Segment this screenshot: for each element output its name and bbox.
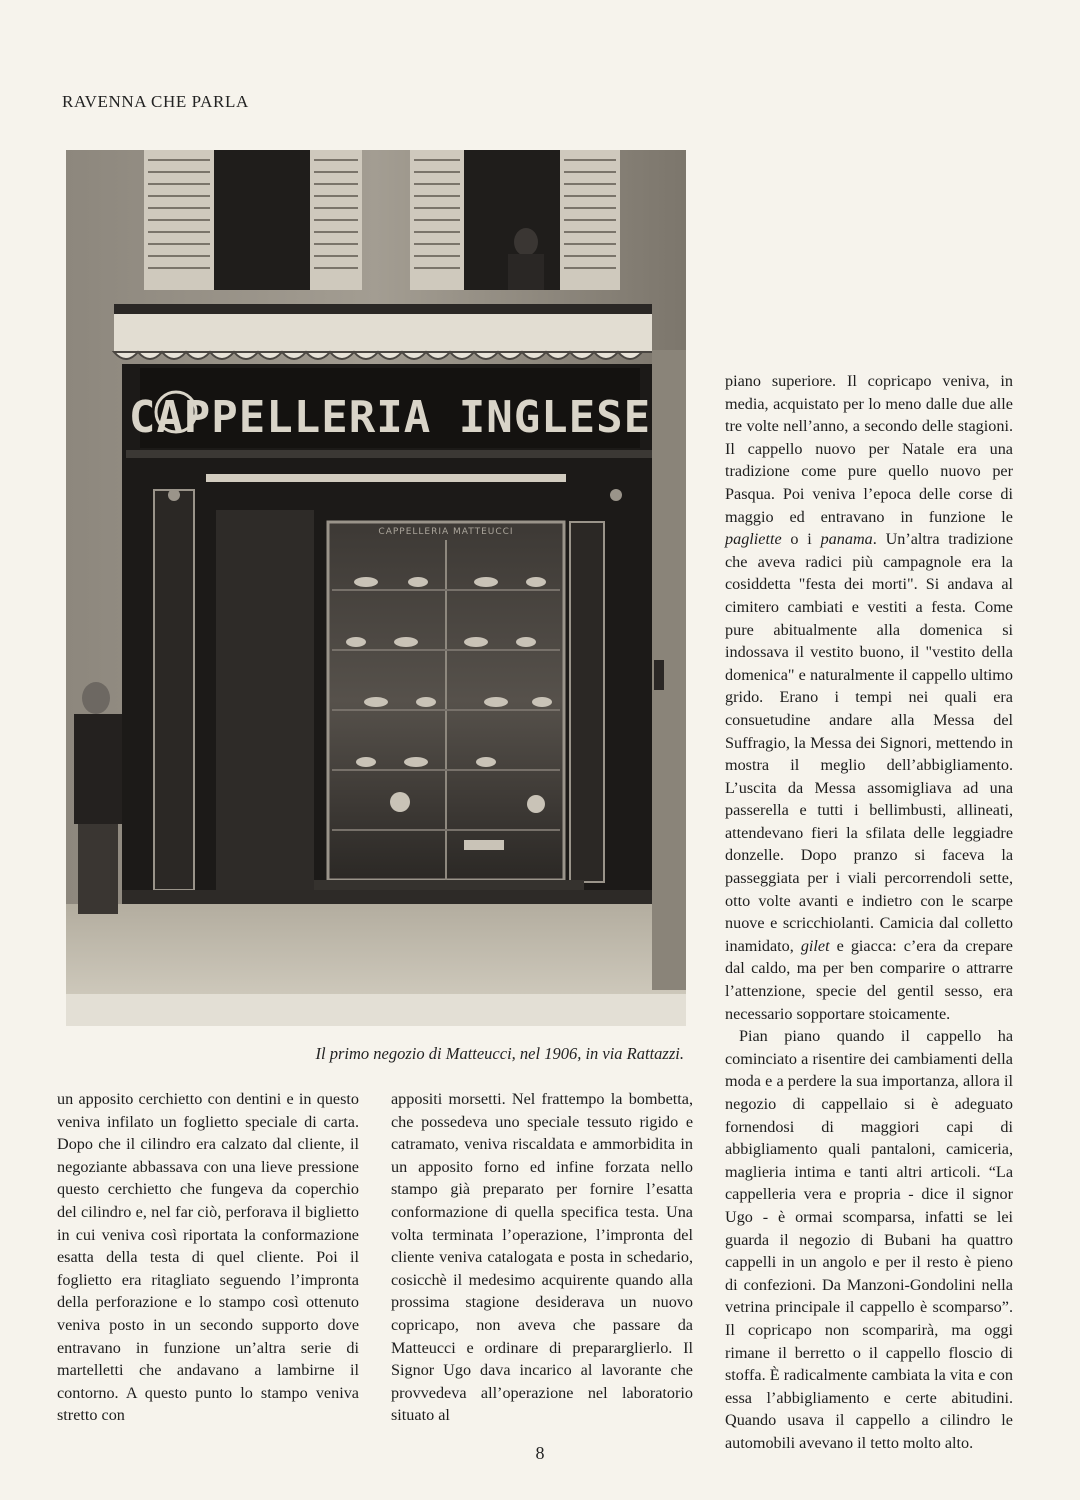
boy-figure xyxy=(74,682,122,914)
article-column-right xyxy=(725,370,1013,1455)
italic-term: gilet xyxy=(800,936,830,955)
italic-term: pagliette xyxy=(725,530,782,549)
paragraph-1 xyxy=(725,370,1013,1025)
upper-left-window xyxy=(144,150,362,290)
shop-sign-text: CAPPELLERIA INGLESE xyxy=(128,392,652,443)
article-column-left xyxy=(57,1088,359,1427)
text-run: piano superiore. Il copricapo veniva, in media, acquistato per lo meno dalle due alle tre volte nell’anno, a secondo delle stagioni. Il cappello nuovo per Natale era una tradizione come pure quello nuovo per Pasqua. Poi veniva l’epoca delle corse di maggio ed entravano in funzione le xyxy=(725,372,1013,526)
text-run: e giacca: c’era da crepare dal caldo, ma per ben comparire o attrarre l’attenzione, specie del gentil sesso, era necessario sopportare stoicamente. xyxy=(725,936,1013,1023)
photo-caption: Il primo negozio di Matteucci, nel 1906, in via Rattazzi. xyxy=(315,1044,684,1063)
running-header: RAVENNA CHE PARLA xyxy=(62,92,249,111)
paragraph-middle: appositi morsetti. Nel frattempo la bombetta, che possedeva uno speciale tessuto rigido e catramato, veniva riscaldata e ammorbidita in un apposito forno ed infine forzata nello stampo già preparato per fornire l’esatta conformazione di quella specifica testa. Una volta terminata l’operazione, l’impronta del cliente veniva catalogata e posta in schedario, cosicchè il medesimo acquirente quando alla prossima stagione desiderava un nuovo copricapo, non aveva che passare da Matteucci e ordinare di prepararglierlo. Il Signor Ugo dava incarico al lavorante che provvedeva all’operazione nel laboratorio situato al xyxy=(391,1090,693,1425)
shop-photograph xyxy=(66,150,686,1026)
upper-right-window xyxy=(410,150,620,290)
text-run: . Un’altra tradizione che aveva radici più campagnole era la cosiddetta "festa dei morti". Si andava al cimitero cambiati e vestiti a festa. Come pure abitualmente alla domenica si indossava il vestito buono, il "vestito della domenica" e naturalmente il cappello ultimo grido. Erano i tempi nei quali era consuetudine andare alla Messa del Suffragio, la Messa dei Signori, mettendo in mostra il meglio dell’abbigliamento. L’uscita da Messa assomigliava ad una passerella e tutti i bellimbusti, allineati, attendevano fieri la sfilata delle leggiadre donzelle. Dopo pranzo si faceva la passeggiata per i viali percorrendoli sette, otto volte avanti e indietro con le scarpe nuove e scricchiolanti. Camicia dal colletto inamidato, xyxy=(725,530,1014,955)
paragraph-left: un apposito cerchietto con dentini e in questo veniva infilato un foglietto speciale di carta. Dopo che il cilindro era calzato dal cliente, il negoziante abbassava con una lieve pressione questo cerchietto che fungeva da coperchio del cilindro e, nel far ciò, perforava il biglietto in cui veniva così riportata la conformazione esatta della testa di quel cliente. Poi il foglietto era ritagliato seguendo l’impronta della perforazione e lo stampo così ottenuto veniva posto in un secondo supporto dove entravano in funzione un’altra serie di martelletti che andavano a lambirne il contorno. A questo punto lo stampo veniva stretto con xyxy=(57,1090,359,1425)
window-lettering: CAPPELLERIA MATTEUCCI xyxy=(378,527,514,537)
page-number: 8 xyxy=(535,1443,545,1463)
text-run: o i xyxy=(781,530,821,549)
italic-term: panama xyxy=(820,530,873,549)
paragraph-2: Pian piano quando il cappello ha cominciato a risentire dei cambiamenti della moda e a perdere la sua importanza, allora il negozio di cappellaio si è adeguato fornendosi di maggiori capi di abbigliamento quali pantaloni, camiceria, maglieria intima e tanti altri articoli. “La cappelleria vera e propria - dice il signor Ugo - è ormai scomparsa, infatti se lei guarda il negozio di Bubani ha quattro cappelli in un angolo e per il resto è pieno di confezioni. Da Manzoni-Gondolini nella vetrina principale il cappello è scomparso”. Il copricapo non scomparirà, ma oggi rimane il berretto o il cappello floscio di stoffa. È radicalmente cambiata la vita e con essa l’abbigliamento e certe abitudini. Quando usava il cappello a cilindro le automobili avevano il tetto molto alto. xyxy=(725,1027,1013,1452)
article-column-middle xyxy=(391,1088,693,1427)
